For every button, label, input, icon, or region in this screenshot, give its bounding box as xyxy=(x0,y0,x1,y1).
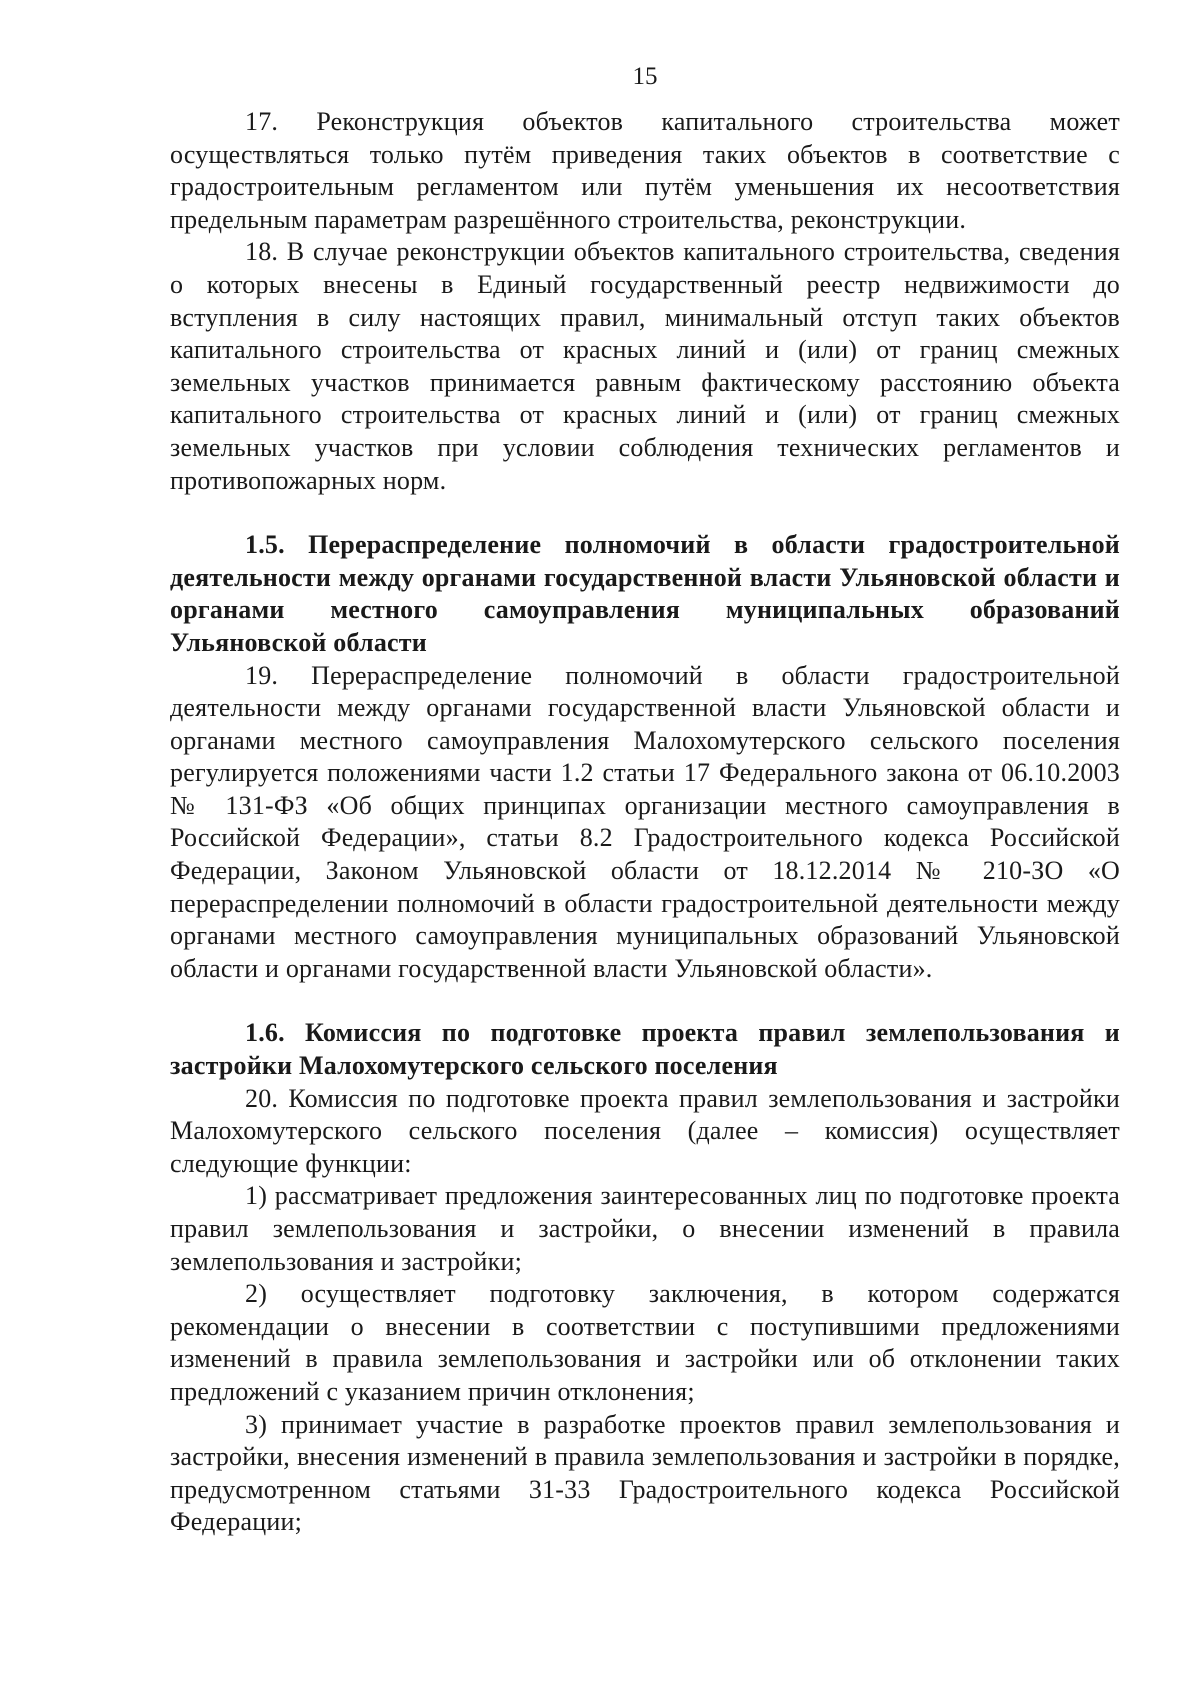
paragraph-18: 18. В случае реконструкции объектов капитального строительства, сведения о которых внесены в Единый государственный реестр недвижимости до вступления в силу настоящих правил, минимальный отступ таких объектов капитального строительства от красных линий и (или) от границ смежных земельных участков принимается равным фактическому расстоянию объекта капитального строительства от красных линий и (или) от границ смежных земельных участков при условии соблюдения технических регламентов и противопожарных норм. xyxy=(170,237,1120,495)
section-heading-1-5: 1.5. Перераспределение полномочий в области градостроительной деятельности между органами государственной власти Ульяновской области и органами местного самоуправления муниципальных образований Ульяновской области xyxy=(170,530,1120,657)
page-number: 15 xyxy=(632,63,658,90)
list-item-1: 1) рассматривает предложения заинтересованных лиц по подготовке проекта правил землепользования и застройки, о внесении изменений в правила землепользования и застройки; xyxy=(170,1181,1120,1276)
paragraph-20: 20. Комиссия по подготовке проекта правил землепользования и застройки Малохомутерского сельского поселения (далее – комиссия) осуществляет следующие функции: xyxy=(170,1083,1120,1178)
list-item-2: 2) осуществляет подготовку заключения, в котором содержатся рекомендации о внесении в соответствии с поступившими предложениями изменений в правила землепользования и застройки или об отклонении таких предложений с указанием причин отклонения; xyxy=(170,1279,1120,1406)
section-spacer xyxy=(170,985,1120,1017)
paragraph-17: 17. Реконструкция объектов капитального строительства может осуществляться только путём приведения таких объектов в соответствие с градостроительным регламентом или путём уменьшения их несоответствия предельным параметрам разрешённого строительства, реконструкции. xyxy=(170,107,1120,234)
section-heading-1-6: 1.6. Комиссия по подготовке проекта правил землепользования и застройки Малохомутерского сельского поселения xyxy=(170,1018,1120,1081)
list-item-3: 3) принимает участие в разработке проектов правил землепользования и застройки, внесения изменений в правила землепользования и застройки в порядке, предусмотренном статьями 31-33 Градостроительного кодекса Российской Федерации; xyxy=(170,1409,1120,1537)
section-spacer xyxy=(170,497,1120,529)
document-page xyxy=(170,62,1120,1539)
paragraph-19: 19. Перераспределение полномочий в области градостроительной деятельности между органами государственной власти Ульяновской области и органами местного самоуправления Малохомутерского сельского поселения регулируется положениями части 1.2 статьи 17 Федерального закона от 06.10.2003 № 131-ФЗ «Об общих принципах организации местного самоуправления в Российской Федерации», статьи 8.2 Градостроительного кодекса Российской Федерации, Законом Ульяновской области от 18.12.2014 № 210-ЗО «О перераспределении полномочий в области градостроительной деятельности между органами местного самоуправления муниципальных образований Ульяновской области и органами государственной власти Ульяновской области». xyxy=(170,660,1120,983)
